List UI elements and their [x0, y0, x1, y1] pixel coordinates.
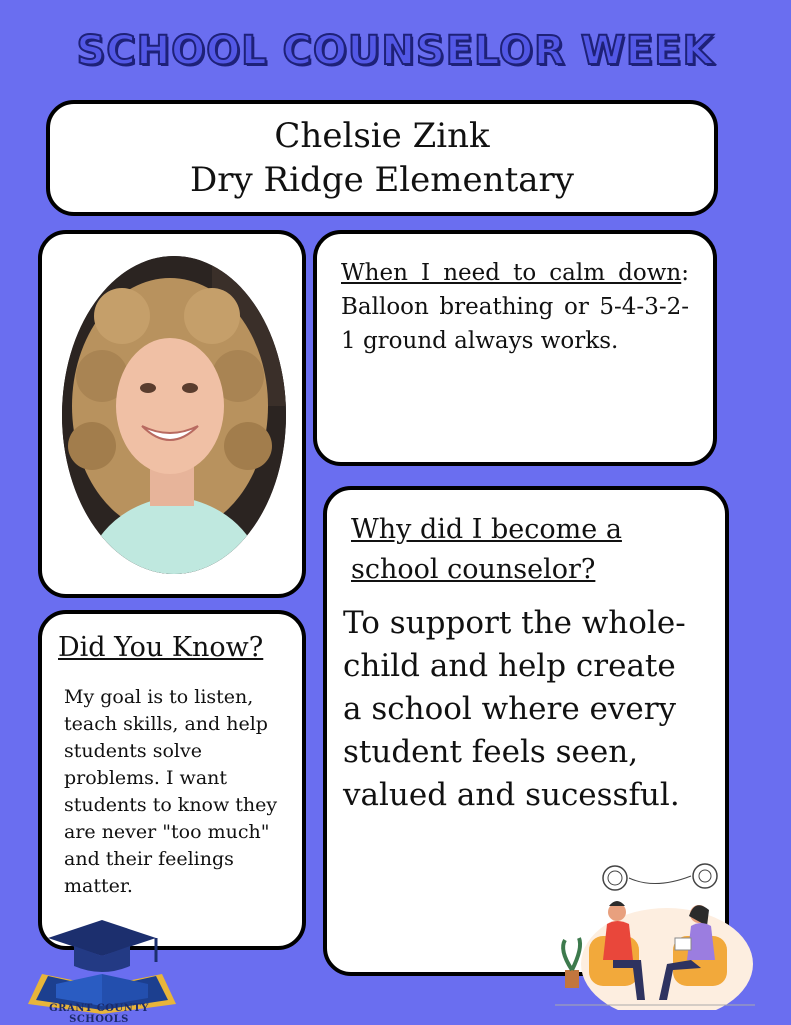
portrait-illustration: [62, 256, 286, 574]
why-answer: To support the whole-child and help create a school where every student feels seen, valued and sucessful.: [343, 605, 686, 813]
why-heading-line1: Why did I become a: [351, 514, 622, 545]
did-you-know-text: My goal is to listen, teach skills, and help students solve problems. I want students to know they are never "too much" and their feelings matter.: [64, 686, 278, 897]
calm-down-label: When I need to calm down: [341, 260, 682, 286]
name-card: [46, 100, 718, 216]
why-heading: [351, 510, 671, 590]
did-you-know-heading: Did You Know?: [58, 632, 264, 663]
calm-down-card: [313, 230, 717, 466]
calm-down-text: [341, 256, 689, 358]
counseling-session-illustration: [555, 860, 755, 1010]
counselor-photo: [62, 256, 286, 574]
logo-text: GRANT COUNTY SCHOOLS: [49, 1003, 149, 1025]
photo-card: [38, 230, 306, 598]
school-name: Dry Ridge Elementary: [190, 160, 574, 200]
calm-down-answer: : Balloon breathing or 5-4-3-2-1 ground always works.: [341, 260, 689, 354]
page-title: SCHOOL COUNSELOR WEEK: [76, 28, 715, 74]
why-heading-line2: school counselor?: [351, 554, 596, 585]
counselor-name: Chelsie Zink: [274, 116, 490, 156]
did-you-know-card: [38, 610, 306, 950]
